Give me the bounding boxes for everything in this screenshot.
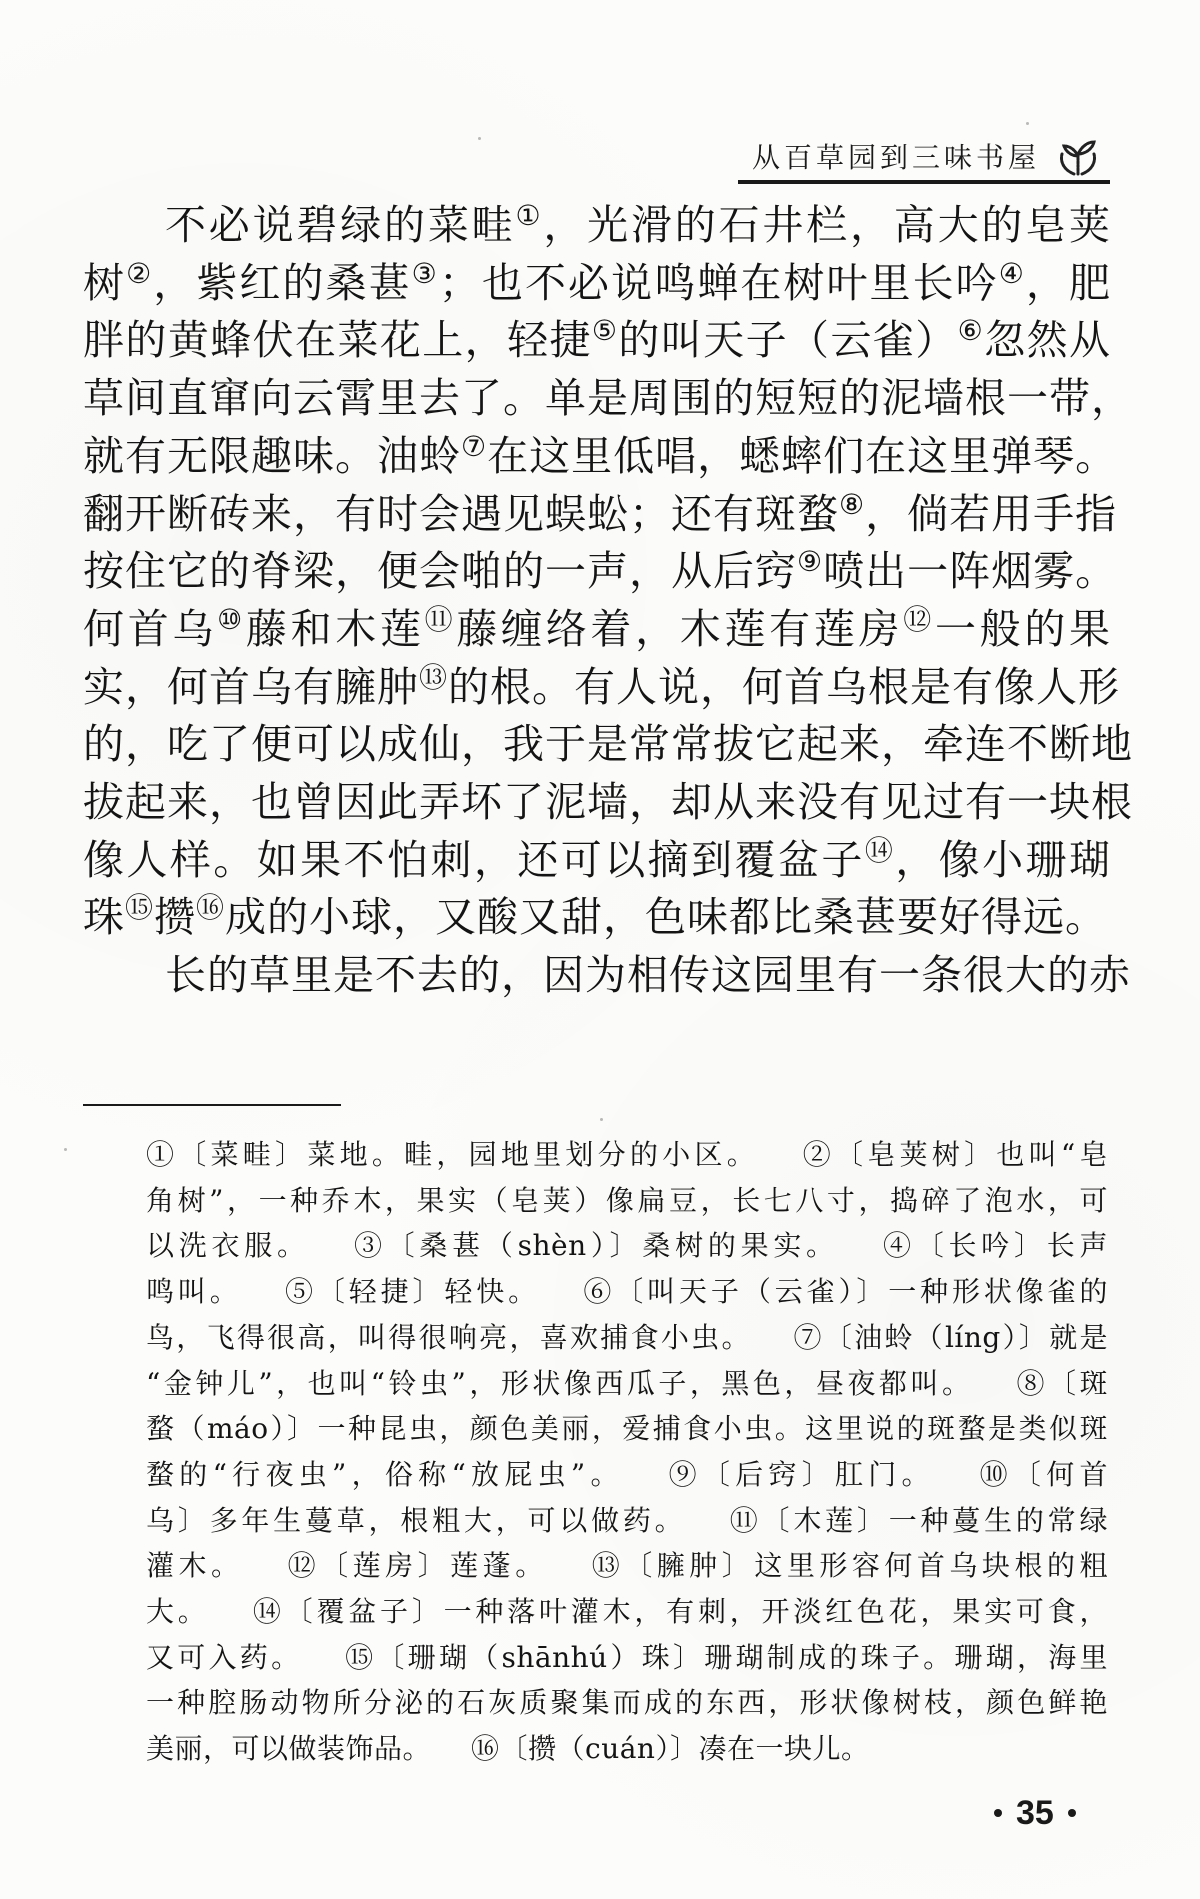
footnote-separator: [83, 1104, 341, 1106]
body-line: 按住它的脊梁，便会啪的一声，从后窍⑨喷出一阵烟雾。: [83, 545, 1118, 596]
footnote-line: 以洗衣服。 ③〔桑葚（shèn）〕桑树的果实。 ④〔长吟〕长声: [146, 1229, 1108, 1263]
body-line: 长的草里是不去的，因为相传这园里有一条很大的赤: [165, 951, 1131, 1000]
body-line: 翻开断砖来，有时会遇见蜈蚣；还有斑蝥⑧，倘若用手指: [83, 487, 1118, 538]
body-line: 草间直窜向云霄里去了。单是周围的短短的泥墙根一带，: [83, 374, 1133, 423]
body-line: 胖的黄蜂伏在菜花上，轻捷⑤的叫天子（云雀）⑥忽然从: [83, 314, 1112, 365]
scan-speck: [478, 137, 481, 140]
footnote-ref[interactable]: ⑨: [797, 545, 824, 579]
footnote-ref[interactable]: ⑥: [957, 314, 985, 348]
body-line: 就有无限趣味。油蛉⑦在这里低唱，蟋蟀们在这里弹琴。: [83, 429, 1118, 480]
body-line: 不必说碧绿的菜畦①，光滑的石井栏，高大的皂荚: [165, 199, 1111, 249]
scan-speck: [1026, 122, 1029, 125]
bullet-dot-icon: [994, 1809, 1002, 1817]
footnotes: [146, 1132, 1108, 1772]
footnote-ref[interactable]: ④: [998, 256, 1026, 290]
bullet-dot-icon: [1068, 1809, 1076, 1817]
footnote-ref[interactable]: ⑧: [839, 487, 866, 521]
footnote-ref[interactable]: ⑪: [424, 602, 457, 636]
footnote-ref[interactable]: ⑤: [591, 314, 619, 348]
footnote-line: 又可入药。 ⑮〔珊瑚（shānhú）珠〕珊瑚制成的珠子。珊瑚，海里: [146, 1640, 1108, 1674]
footnote-line: 一种腔肠动物所分泌的石灰质聚集而成的东西，形状像树枝，颜色鲜艳: [146, 1686, 1108, 1720]
footnote-line: 大。 ⑭〔覆盆子〕一种落叶灌木，有刺，开淡红色花，果实可食，: [146, 1595, 1108, 1629]
body-text: [83, 197, 1133, 1005]
page-number: [980, 1793, 1090, 1833]
footnote-ref[interactable]: ⑦: [461, 429, 488, 463]
footnote-line: 美丽，可以做装饰品。 ⑯〔攒（cuán）〕凑在一块儿。: [146, 1732, 870, 1766]
footnote-ref[interactable]: ②: [126, 256, 154, 290]
footnote-ref[interactable]: ⑮: [125, 891, 155, 925]
footnote-line: 乌〕多年生蔓草，根粗大，可以做药。 ⑪〔木莲〕一种蔓生的常绿: [146, 1503, 1108, 1537]
running-header: [738, 138, 1110, 184]
body-line: 像人样。如果不怕刺，还可以摘到覆盆子⑭，像小珊瑚: [83, 833, 1111, 884]
running-title: 从百草园到三味书屋: [752, 141, 1041, 174]
footnote-ref[interactable]: ⑫: [903, 602, 935, 636]
body-line: 的，吃了便可以成仙，我于是常常拔它起来，牵连不断地: [83, 720, 1133, 769]
footnote-ref[interactable]: ③: [411, 256, 439, 290]
footnote-line: “金钟儿”，也叫“铃虫”，形状像西瓜子，黑色，昼夜都叫。 ⑧〔斑: [146, 1366, 1108, 1400]
footnote-ref[interactable]: ⑯: [196, 891, 226, 925]
footnote-ref[interactable]: ⑭: [864, 833, 896, 867]
footnote-line: ①〔菜畦〕菜地。畦，园地里划分的小区。 ②〔皂荚树〕也叫“皂: [146, 1138, 1108, 1171]
footnote-ref[interactable]: ⑬: [419, 660, 449, 694]
body-line: 树②，紫红的桑葚③；也不必说鸣蝉在树叶里长吟④，肥: [83, 256, 1111, 307]
footnote-line: 蝥的“行夜虫”，俗称“放屁虫”。 ⑨〔后窍〕肛门。 ⑩〔何首: [146, 1457, 1108, 1491]
body-line: 实，何首乌有臃肿⑬的根。有人说，何首乌根是有像人形: [83, 660, 1121, 711]
footnote-line: 灌木。 ⑫〔莲房〕莲蓬。 ⑬〔臃肿〕这里形容何首乌块根的粗: [146, 1549, 1108, 1583]
sprout-in-hands-icon: [1054, 138, 1102, 178]
footnote-ref[interactable]: ⑩: [217, 602, 246, 636]
footnote-line: 蝥（máo）〕一种昆虫，颜色美丽，爱捕食小虫。这里说的斑蝥是类似斑: [146, 1412, 1108, 1446]
page-number-value: 35: [1016, 1794, 1054, 1832]
body-line: 珠⑮攒⑯成的小球，又酸又甜，色味都比桑葚要好得远。: [83, 891, 1108, 942]
footnote-line: 鸣叫。 ⑤〔轻捷〕轻快。 ⑥〔叫天子（云雀）〕一种形状像雀的: [146, 1275, 1108, 1309]
body-line: 拔起来，也曾因此弄坏了泥墙，却从来没有见过有一块根: [83, 778, 1133, 827]
footnote-ref[interactable]: ①: [515, 199, 544, 232]
scan-speck: [64, 1148, 67, 1151]
footnote-line: 鸟，飞得很高，叫得很响亮，喜欢捕食小虫。 ⑦〔油蛉（líng）〕就是: [146, 1320, 1108, 1354]
footnote-line: 角树”，一种乔木，果实（皂荚）像扁豆，长七八寸，捣碎了泡水，可: [146, 1183, 1108, 1217]
body-line: 何首乌⑩藤和木莲⑪藤缠络着，木莲有莲房⑫一般的果: [83, 602, 1112, 653]
scan-speck: [600, 1118, 603, 1121]
